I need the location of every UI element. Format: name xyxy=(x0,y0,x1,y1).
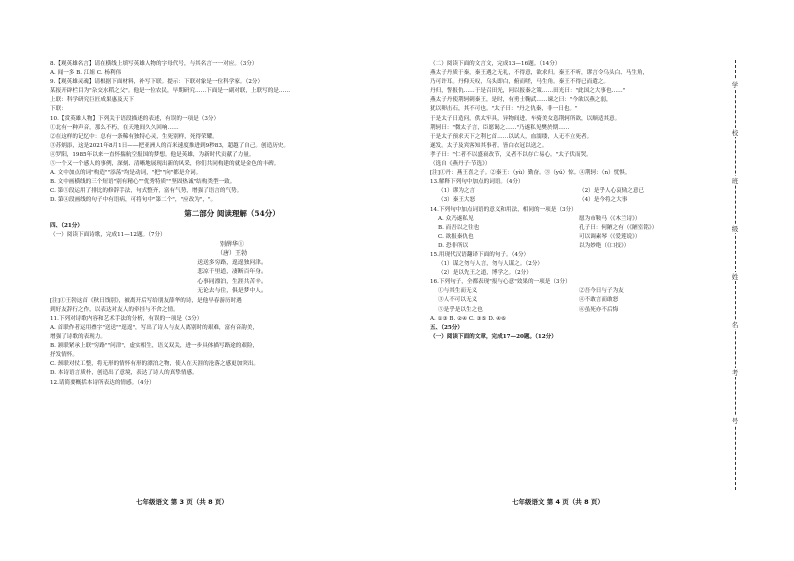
question-14: 14.下列句中加点词语的意义和用法，相同的一项是（3分） xyxy=(430,206,577,213)
binding-margin-char: 号 xyxy=(728,416,742,425)
binding-margin-char: 名 xyxy=(728,320,742,329)
passage-line: 丹归，誓报仇……于是召田光，问以报秦之策……田光曰："此国之大事也……" xyxy=(430,88,626,95)
q13-item-cell: （4）是今将之大事 xyxy=(579,197,628,204)
q14-option-cell: 孔子曰：何陋之有（《陋室铭》） xyxy=(579,224,658,231)
left-question-block xyxy=(50,60,414,206)
text-line: 9.【观英雄灵魂】请根据下面材料，补写下联。提示：下联对象是一位科学家。（2分） xyxy=(50,79,264,86)
q14-option-row xyxy=(430,224,720,233)
text-line: A. 文中加点的词"构造""添荡"均是动词，"把""向"都是介词。 xyxy=(50,170,202,177)
passage-line: 于是太子预求天下之利匕首……以试人，血濡缕，人无不立死者。 xyxy=(430,133,593,140)
text-line: B. 颔联紧承上联"穷路""问津"，虚实相生，语义双关，进一步具体描写路途的艰险， xyxy=(50,343,259,350)
text-line: 到好友辞行之作，以表达对友人的牵挂与不舍之情。 xyxy=(50,306,179,313)
question-16: 16.下列句子，全都表现"报与心意"效果的一项是（3分） xyxy=(430,279,571,286)
passage-line: 燕太子丹质于秦，秦王遇之无礼，不得意，欲求归。秦王不听，谬言令乌头白、马生角， xyxy=(430,70,649,77)
section-five-instruction: （一）阅读下面的文章，完成17—20题。（12分） xyxy=(430,333,557,340)
q16-item-cell: ③人不可以无义 xyxy=(438,297,478,304)
poem-body xyxy=(50,259,414,297)
text-line: A. 闻一多 B. 江姐 C. 杨利伟 xyxy=(50,70,122,77)
q13-item-cell: （1）谬为之言 xyxy=(438,188,476,195)
binding-margin-char: 学 xyxy=(728,80,742,89)
passage-line: 荆轲曰："微太子言，臣愿谒之……"乃遂私见樊於期…… xyxy=(430,124,570,131)
text-line: ①北有一种声音，那么不朽，在天地间久久回响…… xyxy=(50,124,179,131)
poem-line: 心事同漂泊，生涯共苦辛。 xyxy=(197,278,267,285)
question-15-items xyxy=(430,260,720,278)
section-four-heading: 四、（21分） xyxy=(50,222,83,229)
text-line: 11.下列对诗歌内容和艺术手法的分析，有误的一项是（3分） xyxy=(50,315,203,322)
text-line: 下联： xyxy=(50,106,67,113)
q14-option-cell: A. 众乃遂私见 xyxy=(438,215,474,222)
q14-option-row xyxy=(430,215,720,224)
text-line: 上联：科学研究巨匠成果惠及天下 xyxy=(50,97,134,104)
q14-option-cell: D. 恐非所以 xyxy=(438,242,469,249)
binding-margin-char: 班 xyxy=(728,176,742,185)
text-line: 某报开辟栏目为"杂交水稻之父"。他是一位农民，早期研究……下面是一副对联，上联写的是…… xyxy=(50,88,291,95)
poem-line: 悲凉千里道，凄断百年身。 xyxy=(197,269,267,276)
left-exam-page xyxy=(50,60,414,490)
poem-questions xyxy=(50,297,414,388)
translation-item: （1）谋之勿与人言，勿与人谋之。（2分） xyxy=(438,261,544,268)
text-line: C. 颈联对仗工整，将无形的情怀有形的漂泊之物，使人在天涯的沧落之感更加突出。 xyxy=(50,361,260,368)
left-page-footer: 七年级语文 第 3 页（共 8 页） xyxy=(136,498,228,506)
text-line: ⑤一个又一个感人的事例，深刻、清晰地展现出新的风采，你们共同构建的就是金色的丰碑。 xyxy=(50,161,280,168)
passage-line: 于是太子日造问，供太牢具，异物间进，车骑美女恣荆轲所欲，以顺适其意。 xyxy=(430,115,621,122)
q16-item-row xyxy=(430,287,720,296)
question-14-items xyxy=(430,215,720,251)
question-16-items xyxy=(430,287,720,314)
section-four-instruction: （一）阅读下面诗歌，完成11—12题。（7分） xyxy=(50,231,166,238)
q16-item-cell: ④不敢言而敢怒 xyxy=(579,297,619,304)
q14-option-row xyxy=(430,233,720,242)
passage-line: 燕太子丹使荆轲刺秦王，是时，有勇士鞠武……谏之曰："今欲以燕之弱， xyxy=(430,97,612,104)
text-line: D. 本诗语言质朴，创造出了意境，表达了诗人的真挚情感。 xyxy=(50,370,198,377)
q16-item-cell: ②吾今日与子为友 xyxy=(579,288,624,295)
q14-option-cell: 以为妙绝（《口技》） xyxy=(579,242,630,249)
binding-margin-char: 姓 xyxy=(728,272,742,281)
q14-option-cell: 可以调素琴（《爱莲说》） xyxy=(579,233,641,240)
q16-item-cell: ⑥虽死亦不后悔 xyxy=(579,306,619,313)
text-line: D. 第④段画线的句子中有语病，可将句中"第二个"，"应改为"，"。 xyxy=(50,197,217,204)
poem-author: （唐）王勃 xyxy=(216,250,247,258)
q13-item-cell: （2）是乎人心哀恸之意已 xyxy=(579,188,645,195)
text-line: ③苏炳添，这是2021年8月1日——把亚洲人的百米速度推进到9秒83，超越了自己。创造历史。 xyxy=(50,142,290,149)
passage-line: 犹以卵击石，其不可也。"太子曰："丹之仇秦，非一日也。" xyxy=(430,106,578,113)
text-line: 8.【观英雄名言】请在横线上填写英雄人物的字母代号，与其名言一一对应。（3分） xyxy=(50,61,258,67)
binding-margin-char: 级 xyxy=(728,224,742,233)
right-page-footer: 七年级语文 第 4 页（共 8 页） xyxy=(512,498,604,506)
q14-option-cell: B. 而吾以之往也 xyxy=(438,224,480,231)
q14-option-cell: 愿为市鞍马（《木兰诗》） xyxy=(579,215,641,222)
q16-item-cell: ①与其生而无义 xyxy=(438,288,478,295)
classical-passage xyxy=(430,60,720,169)
text-line: ②在这样的记忆中：总有一条稀有独特心灵，生死别样，死得荣耀。 xyxy=(50,133,218,140)
text-line: 抒发情怀。 xyxy=(50,352,78,359)
text-line: ④罗阳，1985年以来一直怀揣航空报国的梦想。他是英雄，为新时代贡献了力量。 xyxy=(50,151,255,158)
part-two-heading: 第二部分 阅读理解（54分） xyxy=(184,208,280,218)
q16-item-row xyxy=(430,296,720,305)
passage-line: 孝子曰："仁者不以盛衰改节，义者不以存亡易心。"太子伏而哭。 xyxy=(430,151,592,158)
text-line: 增强了诗歌的表现力。 xyxy=(50,334,106,341)
question-15: 15.用现代汉语翻译下面的句子。（4分） xyxy=(430,251,530,258)
text-line: B. 文中画横线的三个短语"别有精心""优秀特质""坚固热诚"结构类型一致。 xyxy=(50,179,236,186)
poem-line: 无论去与住，俱是梦中人。 xyxy=(197,288,267,295)
q16-item-cell: ⑤是乎是以生之也 xyxy=(438,306,483,313)
text-line: [注]①王勃这首《秋日饯别》，被离开后写给朋友薛华的诗，是他早春游历时遇 xyxy=(50,297,242,304)
binding-margin-char: 考 xyxy=(728,368,742,377)
q13-item-row xyxy=(430,196,720,205)
q13-item-row xyxy=(430,187,720,196)
passage-line: 遂发。太子及宾客知其事者，皆白衣冠以送之。 xyxy=(430,142,548,149)
section-five-heading: 五、（25分） xyxy=(430,324,463,331)
q14-option-cell: C. 欲报秦仇也 xyxy=(438,233,474,240)
poem-line: 送送多穷路，遑遑独问津。 xyxy=(197,259,267,266)
question-16-options: A. ①③ B. ②④ C. ③⑤ D. ④⑥ xyxy=(430,315,507,322)
poem-title: 别薛华① xyxy=(219,240,244,248)
text-line: 10.【赏英雄人物】下列关于语段描述的表述，有误的一项是（3分） xyxy=(50,115,220,122)
binding-margin-char: 校 xyxy=(728,128,742,137)
right-exam-page xyxy=(430,60,720,490)
text-line: A. 首联作者运用叠字"送送""遑遑"，写出了诗人与友人离别时的艰难，富有音韵美， xyxy=(50,324,259,331)
passage-note: [注]①丹：燕王喜之子。②秦王：（yù）勤奋。③（yú）惊。④荆轲：（n）忧惧。 xyxy=(430,170,631,177)
text-line: C. 第⑤段运用了排比的修辞手法，句式整齐，富有气势，增强了语言的气势。 xyxy=(50,188,243,195)
question-13-items xyxy=(430,187,720,205)
q13-item-cell: （3）秦王大怒 xyxy=(438,197,476,204)
passage-line: （选自《燕丹子·节选》） xyxy=(430,161,491,168)
q16-item-row xyxy=(430,306,720,315)
text-line: 12.请简要概括本诗所表达的情感。（4分） xyxy=(50,379,155,386)
passage-line: （二）阅读下面的文言文，完成13—16题。（14分） xyxy=(430,61,561,67)
translation-item: （2）是以先王之道，博学之。（2分） xyxy=(438,270,532,277)
passage-line: 乃可许耳。丹仰天叹，乌头即白，俯而嗟，马生角。秦王不得已而遣之。 xyxy=(430,79,610,86)
question-13: 13.解释下列句中加点的词语。（4分） xyxy=(430,179,524,186)
q14-option-row xyxy=(430,242,720,251)
